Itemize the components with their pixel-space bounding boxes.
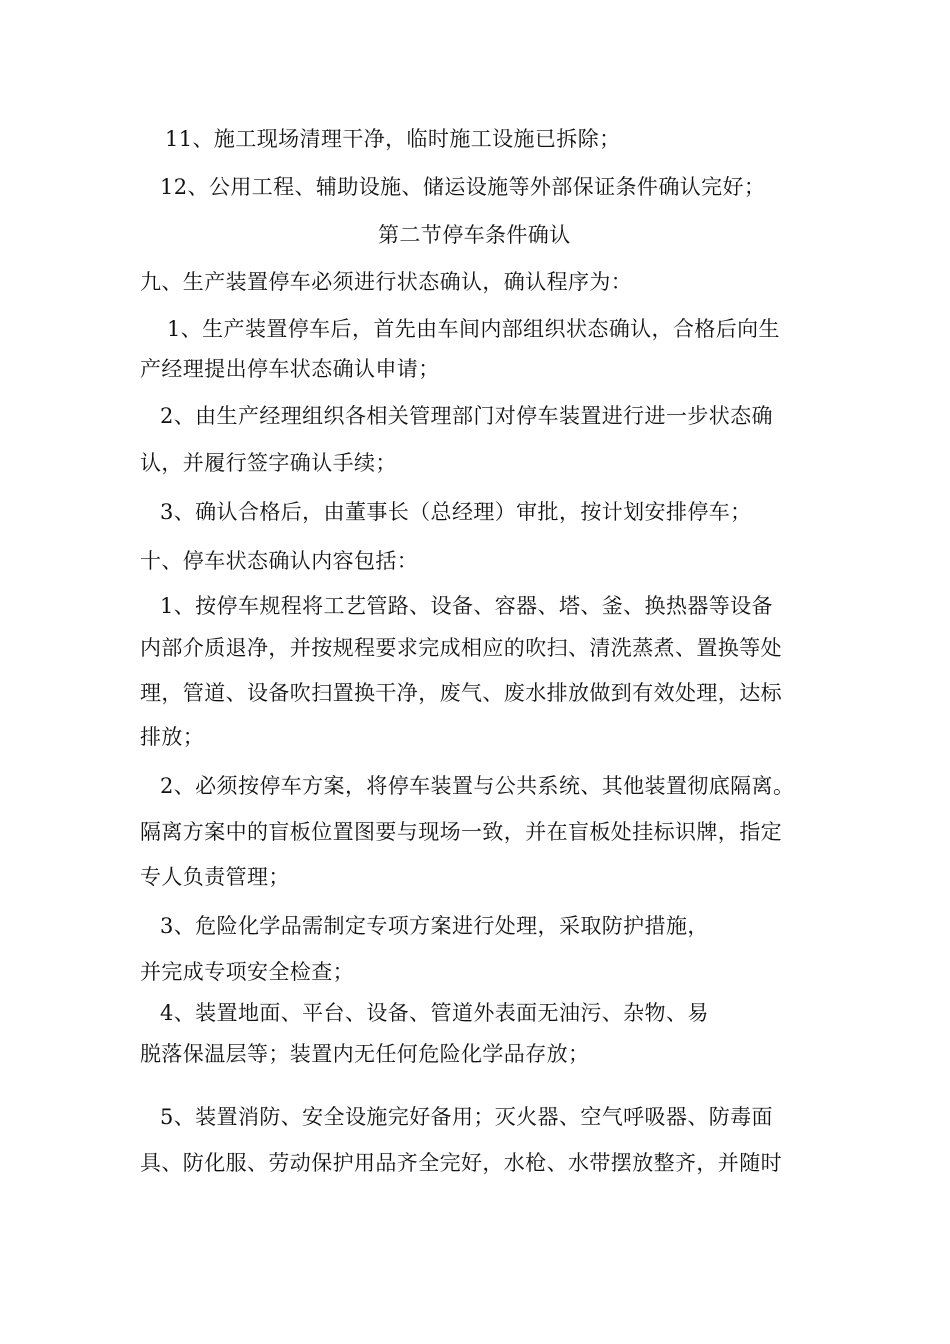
section-heading: 第二节停车条件确认 [378,223,571,247]
article-9-item-2-line-1: 2、由生产经理组织各相关管理部门对停车装置进行进一步状态确 [160,404,773,428]
article-9-item-2-line-2: 认，并履行签字确认手续； [140,451,397,475]
item-11-site-cleanup: 11、施工现场清理干净，临时施工设施已拆除； [165,127,621,151]
article-10-heading: 十、停车状态确认内容包括： [140,549,419,573]
article-10-item-3-line-2: 并完成专项安全检查； [140,960,354,984]
article-9-item-3: 3、确认合格后，由董事长（总经理）审批，按计划安排停车； [160,500,752,524]
article-10-item-3-line-1: 3、危险化学品需制定专项方案进行处理，采取防护措施， [160,914,709,938]
article-10-item-2-line-1: 2、必须按停车方案，将停车装置与公共系统、其他装置彻底隔离。 [160,774,795,798]
article-10-item-2-line-2: 隔离方案中的盲板位置图要与现场一致，并在盲板处挂标识牌，指定 [140,820,782,844]
article-9-item-1-line-2: 产经理提出停车状态确认申请； [140,357,440,381]
article-10-item-1-line-3: 理，管道、设备吹扫置换干净，废气、废水排放做到有效处理，达标 [140,681,782,705]
article-10-item-2-line-3: 专人负责管理； [140,865,290,889]
article-9-heading: 九、生产装置停车必须进行状态确认，确认程序为： [140,270,633,294]
article-10-item-1-line-1: 1、按停车规程将工艺管路、设备、容器、塔、釜、换热器等设备 [160,594,773,618]
item-12-utilities-confirmed: 12、公用工程、辅助设施、储运设施等外部保证条件确认完好； [160,175,766,199]
article-10-item-4-line-2: 脱落保温层等；装置内无任何危险化学品存放； [140,1042,590,1066]
article-10-item-1-line-2: 内部介质退净，并按规程要求完成相应的吹扫、清洗蒸煮、置换等处 [140,636,782,660]
article-9-item-1-line-1: 1、生产装置停车后，首先由车间内部组织状态确认，合格后向生 [167,317,780,341]
article-10-item-1-line-4: 排放； [140,725,205,749]
article-10-item-5-line-1: 5、装置消防、安全设施完好备用；灭火器、空气呼吸器、防毒面 [160,1105,773,1129]
article-10-item-5-line-2: 具、防化服、劳动保护用品齐全完好，水枪、水带摆放整齐，并随时 [140,1151,782,1175]
article-10-item-4-line-1: 4、装置地面、平台、设备、管道外表面无油污、杂物、易 [160,1001,709,1025]
